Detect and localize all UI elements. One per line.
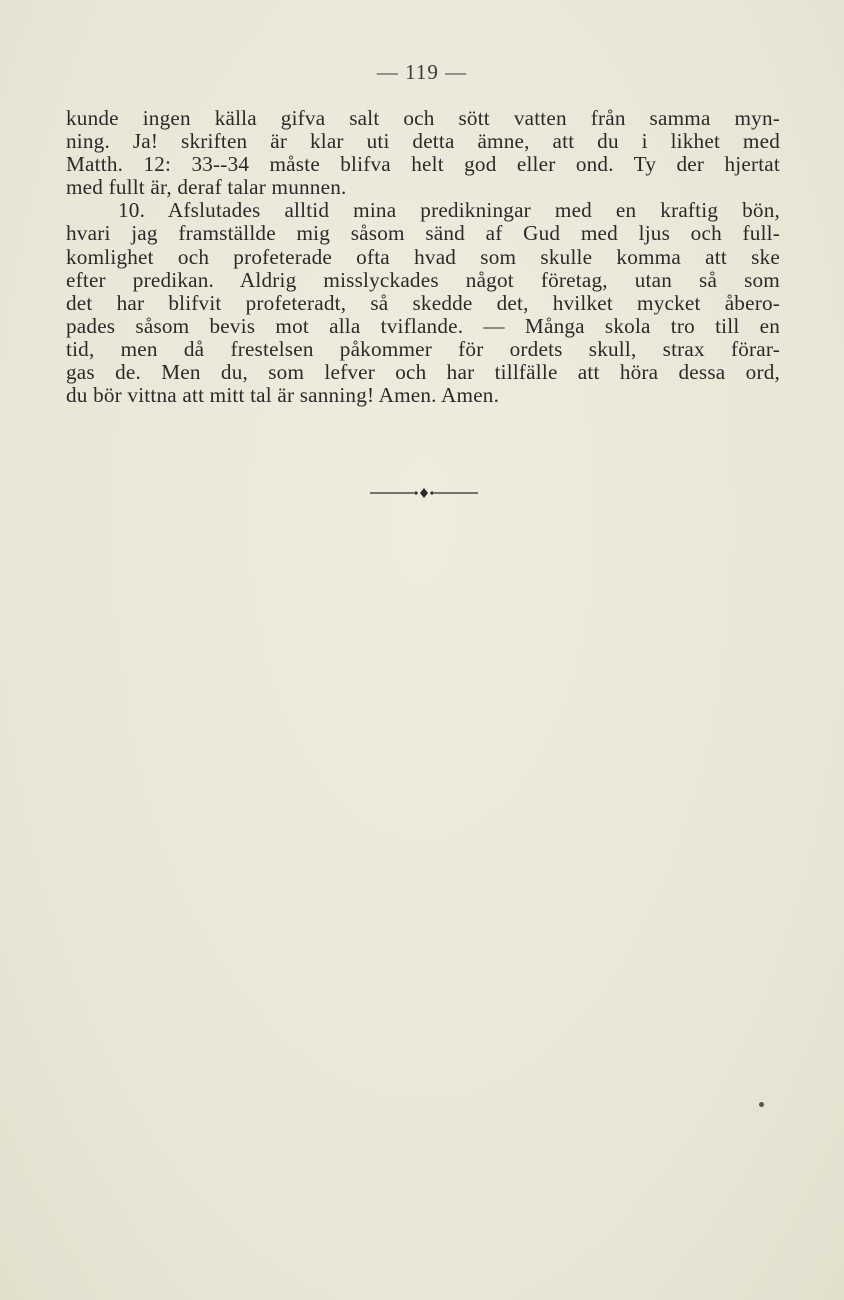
text-line: det har blifvit profeteradt, så skedde det, hvilket mycket åbero- xyxy=(66,290,780,315)
text-line: gas de. Men du, som lefver och har tillfälle att höra dessa ord, xyxy=(66,360,780,385)
text-line: Matth. 12: 33--34 måste blifva helt god eller ond. Ty der hjertat xyxy=(66,152,780,177)
text-line: ning. Ja! skriften är klar uti detta ämne, att du i likhet med xyxy=(66,129,780,154)
text-line: med fullt är, deraf talar munnen. xyxy=(66,175,347,200)
text-line: pades såsom bevis mot alla tviflande. — Många skola tro till en xyxy=(66,313,780,338)
ink-speck xyxy=(759,1102,764,1107)
page-number: — 119 — xyxy=(376,60,468,84)
text-line: kunde ingen källa gifva salt och sött vatten från samma myn- xyxy=(66,106,780,130)
text-line: komlighet och profeterade ofta hvad som skulle komma att ske xyxy=(66,244,780,269)
text-line: tid, men då frestelsen påkommer för ordets skull, strax förar- xyxy=(66,336,780,361)
section-divider-icon xyxy=(370,485,478,501)
body-text xyxy=(66,107,780,407)
paragraph-10-first-line: 10. Afslutades alltid mina predikningar med en kraftig bön, xyxy=(118,198,780,223)
text-line: hvari jag framställde mig såsom sänd af Gud med ljus och full- xyxy=(66,221,780,246)
text-line: du bör vittna att mitt tal är sanning! Amen. Amen. xyxy=(66,383,500,408)
text-line: efter predikan. Aldrig misslyckades något företag, utan så som xyxy=(66,267,780,292)
